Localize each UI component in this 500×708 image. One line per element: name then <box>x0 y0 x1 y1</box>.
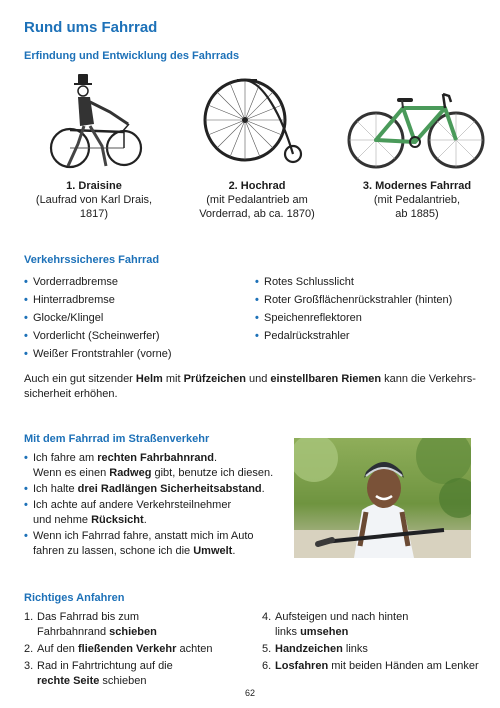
list-item <box>24 529 286 559</box>
list-item <box>24 610 254 640</box>
item-text: gibt, benutze ich diesen. <box>151 467 274 479</box>
hochrad-detail-2: Vorderrad, ab ca. 1870) <box>199 208 315 220</box>
list-item: • Vorderradbremse <box>24 273 244 291</box>
step-bold: Handzeichen <box>275 643 343 655</box>
draisine-caption <box>14 179 174 221</box>
list-item <box>24 482 286 497</box>
list-item <box>24 451 286 481</box>
item-text: Ich halte <box>33 483 78 495</box>
item-text: . <box>232 545 236 557</box>
step-number: 3. <box>24 660 34 672</box>
step-number: 4. <box>262 611 272 623</box>
list-item: • Pedalrückstrahler <box>255 327 490 345</box>
start-heading: Richtiges Anfahren <box>24 592 125 604</box>
note-text: mit <box>162 373 184 385</box>
step-number: 5. <box>262 643 272 655</box>
list-item <box>262 659 492 674</box>
safe-bike-list-left <box>24 273 244 363</box>
step-text: achten <box>176 643 213 655</box>
traffic-heading: Mit dem Fahrrad im Straßenverkehr <box>24 433 210 445</box>
note-bold: einstellbaren Riemen <box>270 373 382 385</box>
hochrad-detail-1: (mit Pedalantrieb am <box>206 194 308 206</box>
step-bold: umsehen <box>300 626 349 638</box>
list-item: • Weißer Frontstrahler (vorne) <box>24 345 244 363</box>
draisine-detail-1: (Laufrad von Karl Drais, <box>35 194 153 206</box>
step-bold: Losfahren <box>275 660 329 672</box>
note-bold: Helm <box>135 373 163 385</box>
note-text: und <box>245 373 271 385</box>
list-item <box>24 642 254 657</box>
note-text: kann die Verkehrssicherheit erhöhen. <box>24 373 476 400</box>
hochrad-name: 2. Hochrad <box>228 180 286 192</box>
item-text: Ich fahre am <box>33 452 98 464</box>
modern-bike-detail-2: ab 1885) <box>395 208 439 220</box>
item-text: Wenn ich Fahrrad fahre, anstatt mich im Auto <box>33 530 254 542</box>
step-bold: fließenden Verkehr <box>77 643 177 655</box>
item-text: . <box>143 514 147 526</box>
item-text: und nehme <box>33 514 92 526</box>
safe-bike-heading: Verkehrssicheres Fahrrad <box>24 254 160 266</box>
item-text: Wenn es einen <box>33 467 110 479</box>
traffic-list <box>24 451 286 560</box>
helmet-note <box>24 372 484 402</box>
step-number: 2. <box>24 643 34 655</box>
list-item: • Glocke/Klingel <box>24 309 244 327</box>
invention-heading: Erfindung und Entwicklung des Fahrrads <box>24 50 240 62</box>
draisine-name: 1. Draisine <box>66 180 122 192</box>
step-text: Auf den <box>37 643 78 655</box>
modern-bike-caption <box>337 179 497 221</box>
item-bold: Umwelt <box>193 545 233 557</box>
item-bold: Radweg <box>109 467 152 479</box>
step-text: Rad in Fahrtrichtung auf die <box>37 660 173 672</box>
list-item: • Hinterradbremse <box>24 291 244 309</box>
list-item: • Rotes Schlusslicht <box>255 273 490 291</box>
hochrad-illustration <box>201 74 305 170</box>
note-text: Auch ein gut sitzender <box>24 373 136 385</box>
list-item <box>24 498 286 528</box>
item-text: . <box>261 483 265 495</box>
step-text: Aufsteigen und nach hinten <box>275 611 409 623</box>
modern-bike-name: 3. Modernes Fahrrad <box>362 180 472 192</box>
modern-bike-detail-1: (mit Pedalantrieb, <box>373 194 461 206</box>
step-number: 1. <box>24 611 34 623</box>
list-item: • Vorderlicht (Scheinwerfer) <box>24 327 244 345</box>
boy-with-helmet-photo <box>294 438 471 558</box>
item-text: fahren zu lassen, schone ich die <box>33 545 194 557</box>
list-item <box>262 610 492 640</box>
item-text: Ich achte auf andere Verkehrsteilnehmer <box>33 499 232 511</box>
item-bold: Rücksicht <box>91 514 144 526</box>
step-text: Das Fahrrad bis zum <box>37 611 140 623</box>
item-bold: rechten Fahrbahnrand <box>97 452 214 464</box>
page-number: 62 <box>244 688 255 698</box>
note-bold: Prüfzeichen <box>183 373 246 385</box>
draisine-detail-2: 1817) <box>79 208 109 220</box>
list-item: • Roter Großflächenrückstrahler (hinten) <box>255 291 490 309</box>
hochrad-caption <box>177 179 337 221</box>
modern-bike-illustration <box>345 88 487 174</box>
list-item <box>24 659 254 689</box>
list-item <box>262 642 492 657</box>
list-item: • Speichenreflektoren <box>255 309 490 327</box>
item-bold: drei Radlängen Sicherheitsabstand <box>77 483 262 495</box>
draisine-illustration <box>44 72 144 172</box>
step-bold: rechte Seite <box>37 675 100 687</box>
step-text: mit beiden Händen am Lenker <box>328 660 479 672</box>
step-text: schieben <box>99 675 147 687</box>
start-steps-left <box>24 610 254 691</box>
start-steps-right <box>262 610 492 676</box>
step-text: links <box>275 626 301 638</box>
step-text: links <box>342 643 368 655</box>
page-title: Rund ums Fahrrad <box>24 19 158 36</box>
step-bold: schieben <box>109 626 157 638</box>
step-number: 6. <box>262 660 272 672</box>
item-text: . <box>213 452 218 464</box>
safe-bike-list-right <box>255 273 490 345</box>
step-text: Fahrbahnrand <box>37 626 110 638</box>
